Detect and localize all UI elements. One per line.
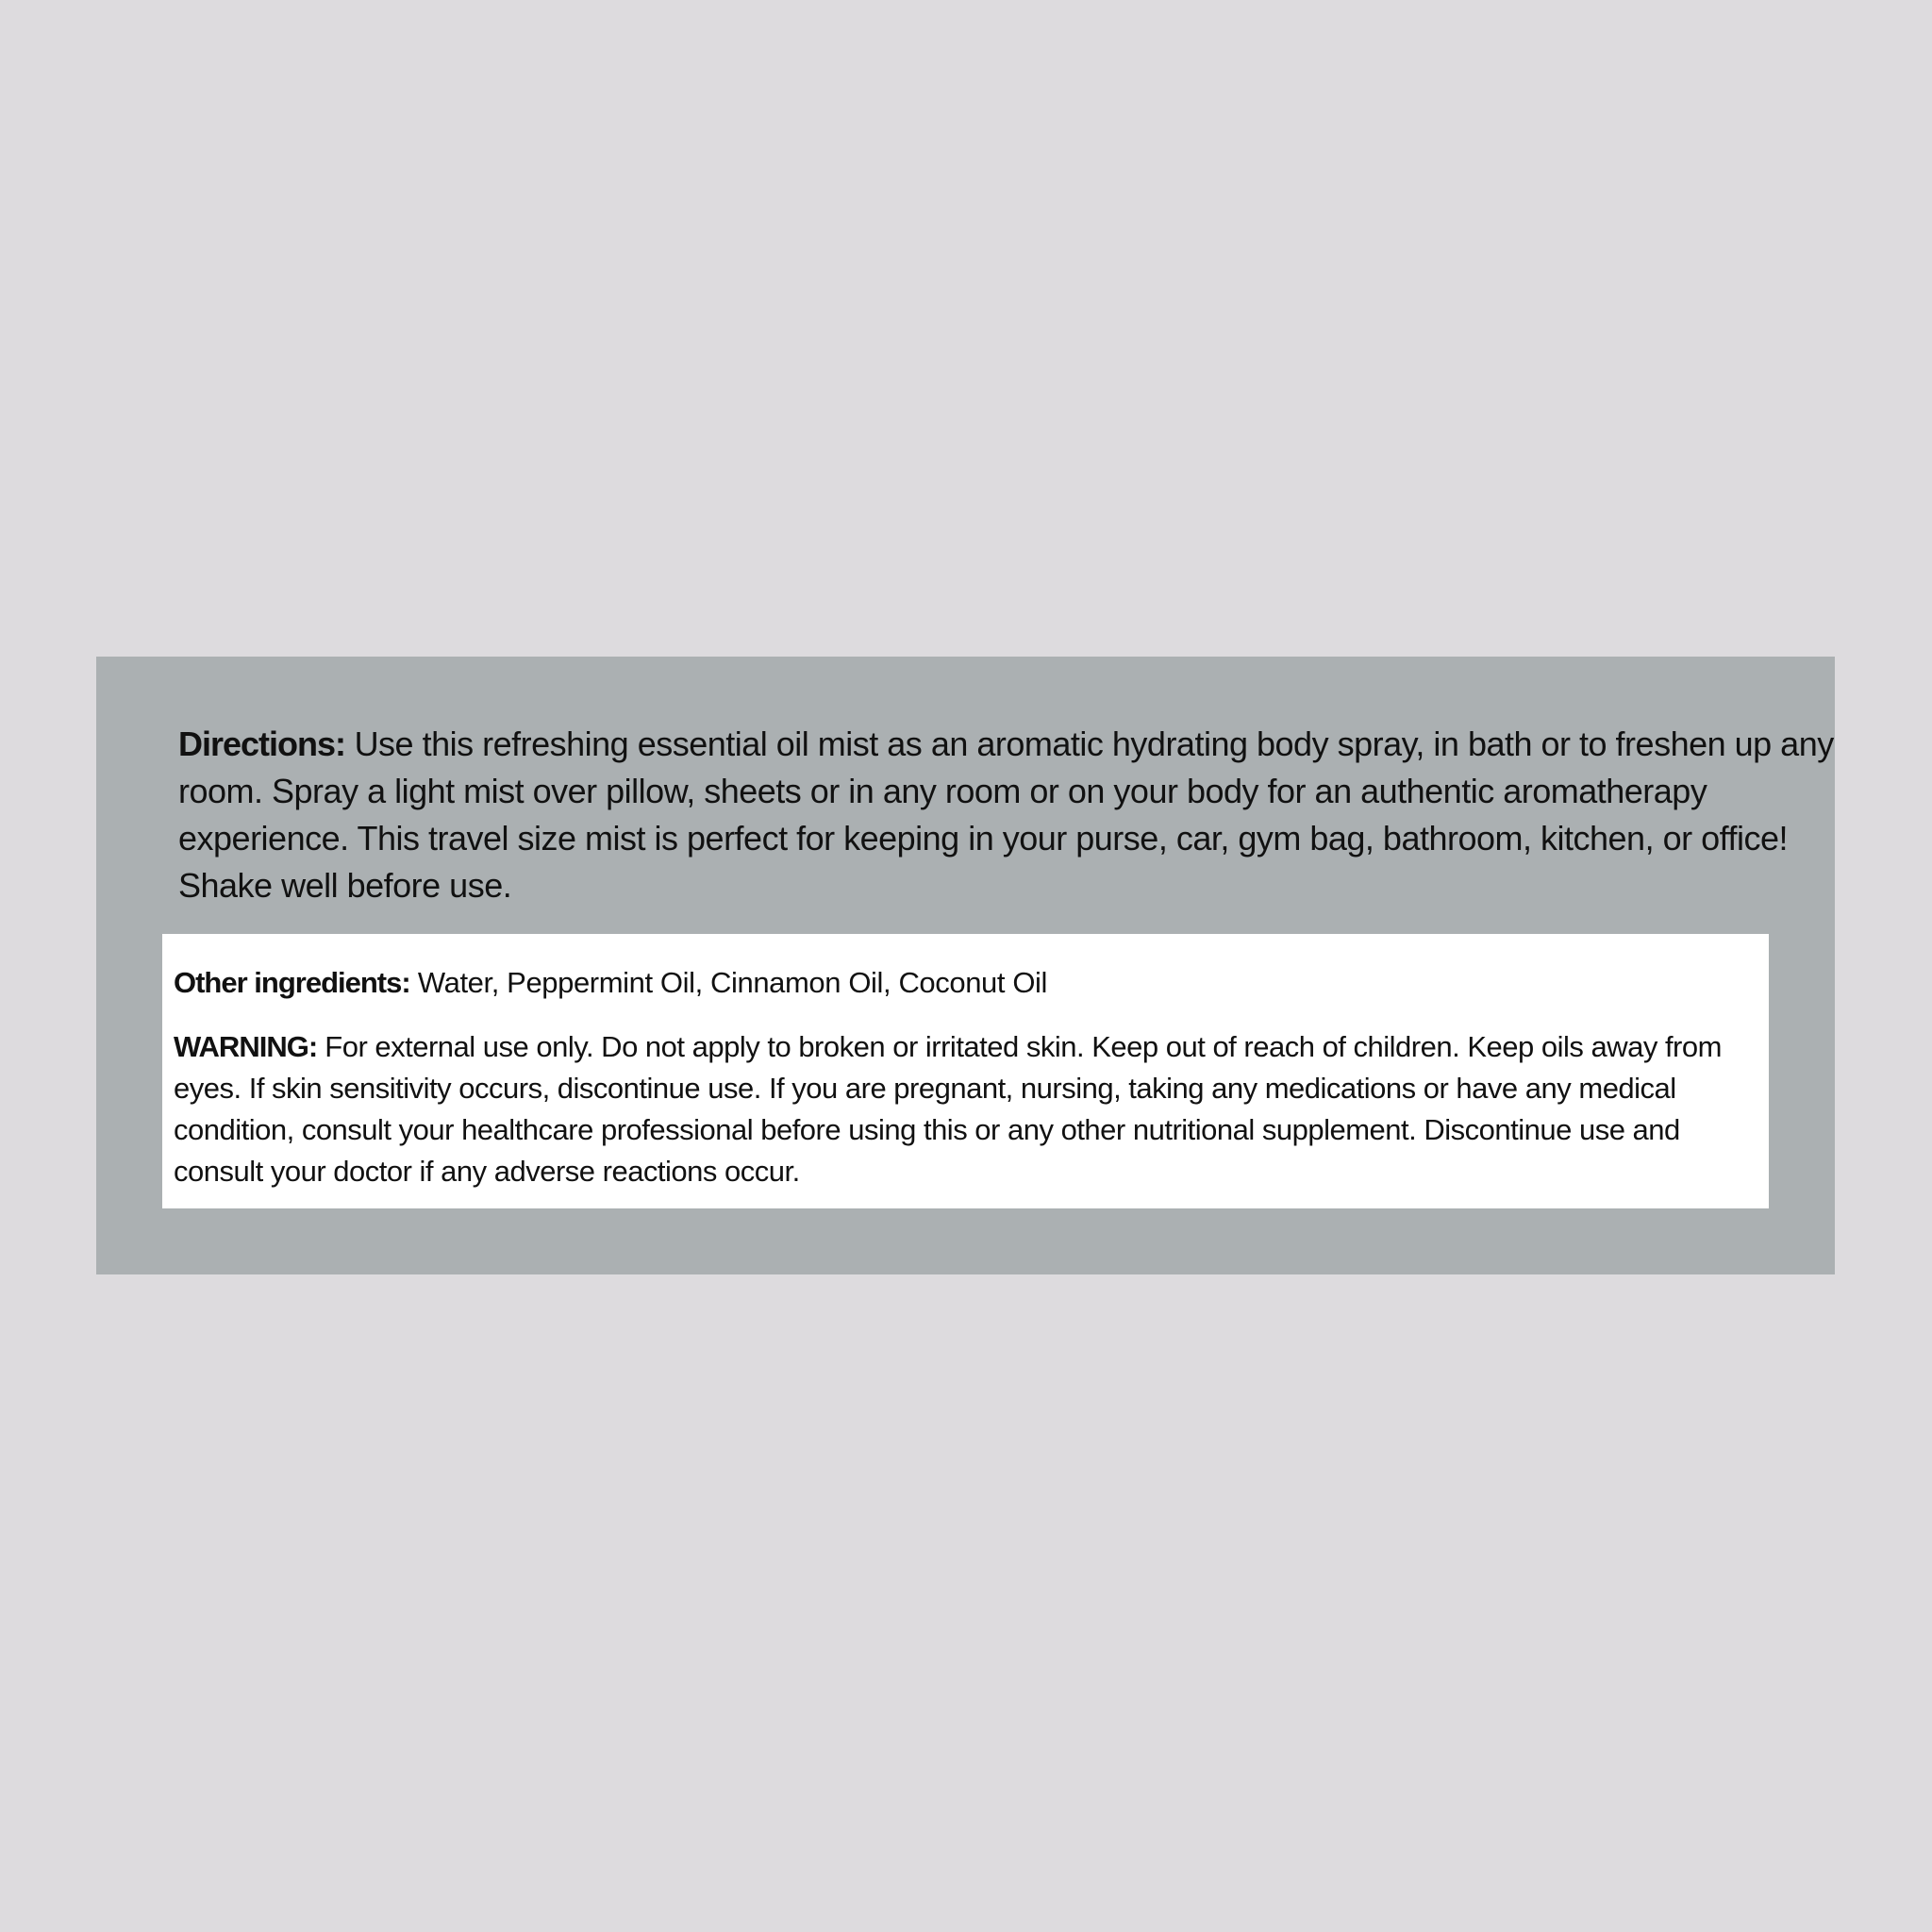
warning-heading: WARNING:	[174, 1030, 318, 1063]
ingredients-warning-box	[162, 934, 1769, 1208]
warning-paragraph	[174, 1026, 1762, 1192]
ingredients-heading: Other ingredients:	[174, 966, 410, 999]
directions-paragraph	[178, 721, 1867, 909]
product-label-panel	[96, 657, 1835, 1274]
ingredients-paragraph	[174, 962, 1758, 1004]
ingredients-text: Water, Peppermint Oil, Cinnamon Oil, Coconut Oil	[417, 966, 1048, 999]
directions-text: Use this refreshing essential oil mist as an aromatic hydrating body spray, in bath or to freshen up any room. Spray a light mist over pillow, sheets or in any room or on your body for an authentic aromatherapy experience. This travel size mist is perfect for keeping in your purse, car, gym bag, bathroom, kitchen, or office! Shake well before use.	[178, 724, 1834, 905]
warning-text: For external use only. Do not apply to broken or irritated skin. Keep out of reach of children. Keep oils away from eyes. If skin sensitivity occurs, discontinue use. If you are pregnant, nursing, taking any medications or have any medical condition, consult your healthcare professional before using this or any other nutritional supplement. Discontinue use and consult your doctor if any adverse reactions occur.	[174, 1030, 1722, 1188]
directions-heading: Directions:	[178, 724, 346, 763]
